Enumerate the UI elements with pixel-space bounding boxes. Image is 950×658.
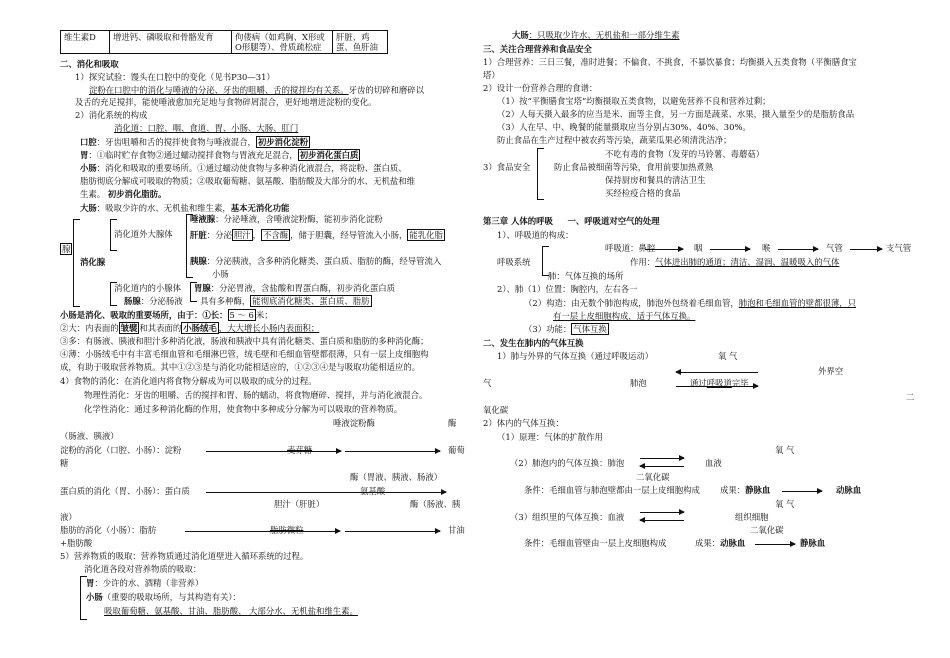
adaptation-line: ②大：内表面的 皱襞 和其表面的 小肠绒毛 ，大大增长小肠内表面积； — [60, 323, 320, 333]
salivary-gland-line: 唾液腺：分泌唾液，含唾液淀粉酶，能初步消化淀粉 — [190, 214, 383, 224]
result-arrow — [755, 544, 795, 545]
gas-label: 二 — [906, 392, 915, 402]
equation-label: 淀粉的消化（口腔、小肠）：淀粉 — [60, 445, 182, 455]
vitamin-function-cell: 增进钙、磷吸取和骨骼发育 — [110, 31, 232, 54]
reaction-arrow — [206, 451, 341, 452]
exchange-result: 成果：静脉血 — [720, 485, 771, 495]
equation-product: 葡萄 — [448, 445, 465, 455]
airway-part: 咽 — [694, 243, 703, 253]
small-intestine-line: 脂肪彻底分解成可吸取的物质；②吸取葡萄糖、氨基酸、脂肪酸及大部分的水、无机盐和维 — [80, 176, 415, 186]
airway-arrow — [710, 249, 750, 250]
equation-product: 糖 — [60, 458, 69, 468]
section-heading: 二、发生在肺内的气体互换 — [483, 338, 584, 348]
gland-brace — [73, 219, 80, 307]
absorption-small-intestine: 小肠（重要的吸取场所，与其构造有关）： — [86, 592, 241, 602]
gas-label: 氧 气 — [775, 445, 795, 455]
food-safety-item: 防止食品被细菌等污染，食用前要加热煮熟 — [554, 162, 714, 172]
vitamin-table — [60, 30, 388, 54]
paragraph: 2）体内的气体互换： — [483, 418, 564, 428]
paragraph: 1）合理营养：三日三餐，准时进餐；不偏食、不挑食，不暴饮暴食；均衡摄入五类食物（平衡膳食宝 — [483, 57, 857, 67]
enzyme-label: 唾液淀粉酶 — [333, 418, 375, 428]
equation-product: 甘油 — [448, 525, 465, 535]
food-safety-brace — [537, 148, 544, 200]
chapter-heading: 第三章 人体的呼吸 一、呼吸道对空气的处理 — [483, 216, 660, 226]
paragraph: 及舌的充足搅拌，能使唾液愈加充足地与食物碎屑混合，更好地增进淀粉的变化。 — [75, 97, 377, 107]
paragraph: 1）探究试验：馒头在口腔中的变化（见书P30—31） — [75, 72, 275, 82]
enzyme-label: 酶（肠液、胰 — [410, 499, 461, 509]
intestinal-gland-line: 肠腺：分泌肠液 — [124, 296, 183, 306]
enzyme-label: （肠液、胰液） — [60, 431, 119, 441]
reaction-arrow — [345, 451, 440, 452]
exchange-condition: 条件：毛细血管壁由一层上皮细胞构成 — [524, 538, 667, 548]
paragraph: 2）设计一份营养合理的食谱： — [483, 83, 598, 93]
paragraph: 化学性消化：通过多种消化酶的作用，使食物中多种成分分解为可以吸取的营养物质。 — [84, 404, 403, 414]
airway-arrow — [778, 249, 818, 250]
digestive-tract-line: 消化道：口腔、咽、食道、胃、小肠、大肠、肛门 — [114, 123, 299, 133]
paragraph: 2）消化系统的构成 — [75, 110, 148, 120]
result-arrow — [782, 491, 822, 492]
adaptation-line: ③多：有肠液、胰液和胆汁多种消化液，肠液和胰液中具有消化糖类、蛋白质和脂肪的多种消化酶； — [60, 336, 429, 346]
equation-label: 脂肪的消化（小肠）：脂肪 — [60, 525, 157, 535]
paragraph: （2）人每天摄入最多的应当是米、面等主食，另一方面是蔬菜、水果，摄入量至少的是脂肪食品 — [497, 109, 855, 119]
enzyme-label: 酶（胃液、胰液、肠液） — [350, 472, 443, 482]
paragraph: 塔） — [483, 70, 500, 80]
airway-path: 呼吸道：鼻腔 — [605, 243, 656, 253]
adaptation-line: ④薄：小肠绒毛中有丰富毛细血管和毛细淋巴管，绒毛壁和毛细血管壁都很薄，只有一层上皮细胞构 — [60, 349, 429, 359]
exchange-condition: 条件：毛细血管与肺泡壁都由一层上皮细胞构成 — [524, 485, 700, 495]
respiratory-system-label: 呼吸系统 — [497, 257, 531, 267]
mouth-line: 口腔：牙齿咀嚼和舌的搅拌使食物与唾液混合， 初步消化淀粉 — [80, 137, 309, 147]
airway-arrow — [645, 249, 683, 250]
reaction-arrow — [206, 492, 446, 493]
tissue-exchange: （3）组织里的气体互换：血液 — [510, 512, 625, 522]
gas-label: 氧 气 — [718, 351, 738, 361]
gas-label: 氧化碳 — [483, 405, 509, 415]
reaction-arrow — [185, 531, 340, 532]
alveolar-exchange: （2）肺泡内的气体互换：肺泡 — [510, 458, 625, 468]
liver-line: 肝脏：分泌 胆汁 ， 不含酶 ，储于胆囊，经导管流入小肠， 能乳化脂 — [190, 230, 443, 240]
food-safety-item: 不吃有毒的食物（发芽的马铃薯、毒蘑菇） — [605, 149, 765, 159]
paragraph: 1）、呼吸道的构成： — [497, 230, 574, 240]
airway-part: 气管 — [826, 243, 843, 253]
lung-line: 肺：气体互换的场所 — [548, 271, 624, 281]
gas-arrow-right — [640, 458, 684, 459]
paragraph: 物理性消化：牙齿的咀嚼、舌的搅拌和胃、肠的蠕动，将食物磨碎、搅拌，并与消化液混合。 — [84, 390, 428, 400]
food-safety-item: 保持厨房和餐具的清洁卫生 — [605, 175, 706, 185]
large-intestine-line: 大肠：吸取少许的水、无机盐和维生素，基本无消化功能 — [80, 203, 290, 213]
paragraph: 1）肺与外界的气体互换（通过呼吸运动） — [497, 351, 654, 361]
gas-arrow-left — [676, 372, 758, 373]
gas-label: 肺泡 — [630, 378, 647, 388]
reaction-arrow — [345, 531, 440, 532]
paragraph: 2）、肺（1）位置：胸腔内，左右各一 — [497, 284, 638, 294]
enzyme-label: 酶 — [448, 418, 457, 428]
digestive-gland-label: 消化腺 — [80, 257, 106, 267]
food-safety-label: 3）食品安全 — [483, 162, 531, 172]
gas-arrow-left — [640, 466, 684, 467]
equation-product: 氨基酸 — [360, 486, 386, 496]
paragraph: 防止食品在生产过程中被农药等污染，蔬菜瓜果必须清洗洁净； — [497, 135, 732, 145]
absorption-stomach: 胃：少许的水、酒精（非营养） — [86, 578, 204, 588]
large-intestine-absorb: 大肠：只吸取少许水、无机盐和一部分维生素 — [512, 30, 680, 40]
section-heading: 二、消化和吸取 — [60, 59, 119, 69]
adaptation-line: 小肠是消化、吸取的重要场所，由于：①长： 5 ～ 6 米； — [60, 310, 273, 320]
airway-function: 作用：气体进出肺的通道；清洁、湿润、温暖吸入的气体 — [630, 257, 840, 267]
gas-label: 通过呼吸道完毕 — [690, 378, 749, 388]
pancreas-line: 胰腺：分泌胰液，含多种消化糖类、蛋白质、脂肪的酶，经导管流入 — [190, 256, 442, 266]
gas-label: 气 — [483, 378, 492, 388]
gas-arrow-right — [676, 386, 758, 387]
pancreas-line: 小肠 — [212, 269, 229, 279]
vitamin-source-cell: 肝脏、鸡蛋、鱼肝油 — [333, 31, 388, 54]
gas-arrow-left — [640, 520, 684, 521]
small-intestine-line: 小肠：消化和吸取的重要场所。①通过蠕动使食物与多种消化液混合，将淀粉、蛋白质、 — [80, 163, 407, 173]
airway-part: 支气管 — [886, 243, 912, 253]
airway-part: 喉 — [762, 243, 771, 253]
stomach-line: 胃：①临时贮存食物②通过蠕动搅拌食物与胃液充足混合， 初步消化蛋白质 — [80, 150, 359, 160]
outer-gland-label: 消化道外大腺体 — [114, 229, 173, 239]
gas-label: 二氧化碳 — [636, 472, 670, 482]
exchange-result: 动脉血 — [836, 485, 862, 495]
paragraph: （3）功能： 气体互换 — [524, 324, 607, 334]
enzyme-label: 胆汁（肝脏） — [274, 499, 325, 509]
paragraph: 5）营养物质的吸取：营养物质通过消化道壁进入循环系统的过程。 — [60, 551, 309, 561]
paragraph: 淀粉在口腔中的消化与唾液的分泌、牙齿的咀嚼、舌的搅拌均有关系。牙齿的切碎和磨碎以 — [89, 85, 424, 95]
gas-label: 二氧化碳 — [750, 525, 784, 535]
exchange-result: 静脉血 — [800, 538, 826, 548]
paragraph: （1）原理：气体的扩散作用 — [497, 432, 603, 442]
food-safety-item: 买经检疫合格的食品 — [605, 188, 681, 198]
adaptation-line: 成，有助于吸取营养物质。其中①②③是与消化功能相适应的，①②③④是与吸取功能相适应的。 — [60, 362, 421, 372]
paragraph: （1）按“平衡膳食宝塔”均衡摄取五类食物，以避免营养不良和营养过剩； — [497, 96, 771, 106]
paragraph: 4）食物的消化：在消化道内将食物分解成为可以吸取的成分的过程。 — [60, 376, 317, 386]
gas-label: 氧 气 — [775, 499, 795, 509]
inner-gland-label: 消化道内的小腺体 — [114, 283, 181, 293]
vitamin-deficiency-cell: 佝偻病（如鸡胸、X形或O形腿等）、骨质疏松症 — [232, 31, 333, 54]
gas-label: 血液 — [705, 458, 722, 468]
absorption-small-intestine: 吸取葡萄糖、氨基酸、甘油、脂肪酸、 大部分水、无机盐和维生素。 — [104, 606, 358, 616]
vitamin-name-cell: 维生素D — [61, 31, 110, 54]
gas-label: 组织细胞 — [735, 512, 769, 522]
table-row — [61, 31, 388, 54]
paragraph: 消化道各段对营养物质的吸取： — [84, 564, 202, 574]
airway-arrow — [850, 249, 882, 250]
enzyme-label: 液） — [60, 512, 77, 522]
equation-product: 麦芽糖 — [287, 445, 313, 455]
small-intestine-line: 生素。 初步消化脂肪。 — [80, 189, 167, 199]
section-heading: 三、关注合理营养和食品安全 — [483, 44, 592, 54]
equation-product: 脂肪微粒 — [270, 525, 304, 535]
paragraph: （2）构造：由无数个肺泡构成，肺泡外包绕着毛细血管，肺泡和毛细血管的壁都很薄，只 — [524, 298, 856, 308]
paragraph: 有一层上皮细胞构成，适于气体互换。 — [553, 311, 696, 321]
gas-label: 外界空 — [818, 366, 844, 376]
gastric-gland-line: 胃腺：分泌胃液，含盐酸和胃蛋白酶，初步消化蛋白质 — [194, 283, 395, 293]
paragraph: （3）人在早、中、晚餐的能量摄取应当分别占30%、40%、30%。 — [497, 122, 751, 132]
exchange-result: 成果：动脉血 — [695, 538, 746, 548]
equation-product: +脂肪酸 — [60, 538, 93, 548]
intestinal-gland-line: 具有多种酶， 能彻底消化糖类、蛋白质、脂肪 — [200, 296, 370, 306]
gas-arrow-right — [640, 512, 684, 513]
equation-label: 蛋白质的消化（胃、小肠）：蛋白质 — [60, 486, 190, 496]
gland-side-label: 腺 — [62, 244, 71, 254]
